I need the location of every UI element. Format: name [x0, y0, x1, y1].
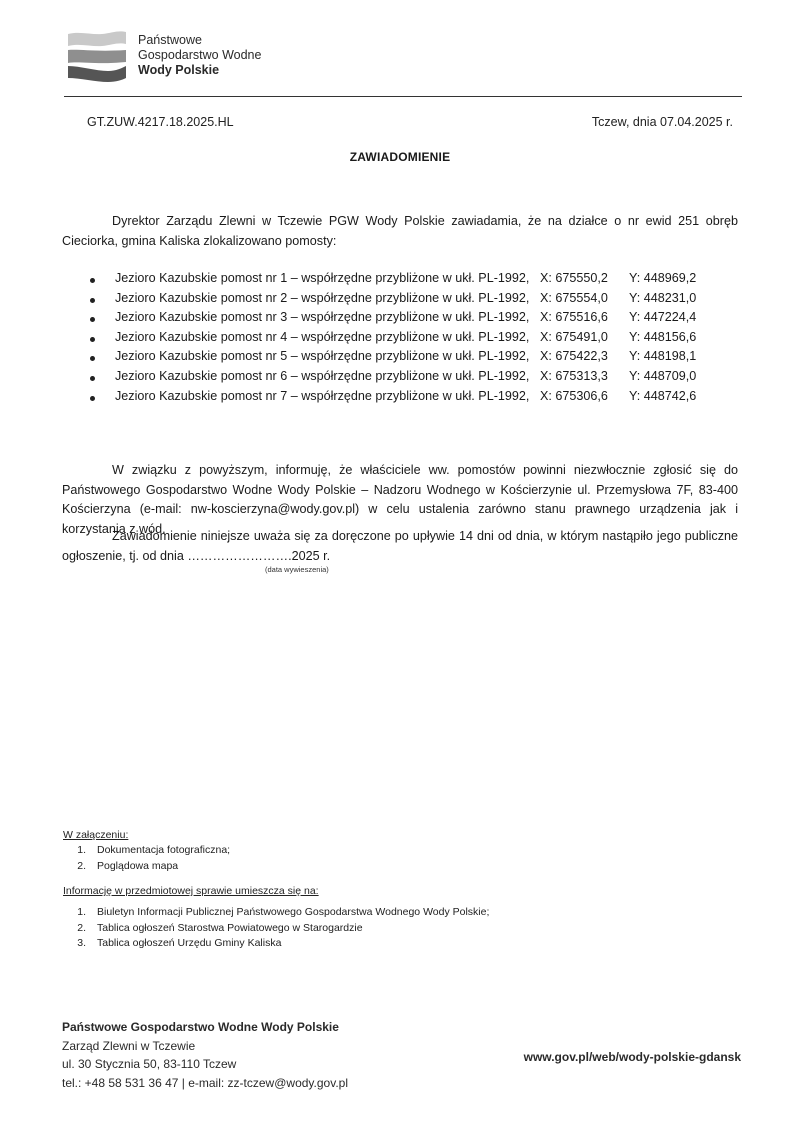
footer-street: ul. 30 Stycznia 50, 83-110 Tczew [62, 1057, 237, 1071]
organization-name [138, 33, 261, 78]
pier-description: Jezioro Kazubskie pomost nr 4 – współrzędne przybliżone w ukł. PL-1992, [115, 329, 530, 344]
logo-wave-bottom [68, 66, 126, 82]
pier-description: Jezioro Kazubskie pomost nr 2 – współrzędne przybliżone w ukł. PL-1992, [115, 290, 530, 305]
pier-list-item [84, 389, 754, 409]
pier-y-coordinate: Y: 448156,6 [629, 329, 697, 344]
bullet-icon [90, 396, 95, 401]
org-line-1: Państwowe [138, 33, 202, 47]
bullet-icon [90, 337, 95, 342]
pier-description: Jezioro Kazubskie pomost nr 5 – współrzędne przybliżone w ukł. PL-1992, [115, 349, 530, 364]
pier-y-coordinate: Y: 448969,2 [629, 271, 697, 285]
item-number: 2. [77, 859, 86, 872]
pier-y-coordinate: Y: 448742,6 [629, 388, 697, 403]
footer-unit: Zarząd Zlewni w Tczewie [62, 1038, 196, 1053]
org-line-3: Wody Polskie [138, 63, 220, 77]
pier-y-coordinate: Y: 447224,4 [629, 310, 697, 325]
paragraph-delivery: Zawiadomienie niniejsze uważa się za doręczone po upływie 14 dni od dnia, w którym nastąpiło jego publiczne ogłoszenie, tj. od dnia …………………….2025 r. [62, 529, 738, 563]
pier-list-item [84, 291, 754, 311]
footer-address [62, 1018, 348, 1092]
publication-item [64, 921, 489, 937]
pier-list-item [84, 271, 754, 291]
attachments-list [64, 843, 230, 874]
item-text: Tablica ogłoszeń Urzędu Gminy Kaliska [97, 937, 282, 949]
intro-paragraph: Dyrektor Zarządu Zlewni w Tczewie PGW Wody Polskie zawiadamia, że na działce o nr ewid 251 obręb Cieciorka, gmina Kaliska zlokalizowano pomosty: [62, 214, 738, 248]
publication-item [64, 936, 489, 952]
attachment-item [64, 843, 230, 859]
pier-x-coordinate: X: 675550,2 [540, 271, 608, 285]
pier-x-coordinate: X: 675491,0 [540, 329, 608, 344]
item-text: Biuletyn Informacji Publicznej Państwowego Gospodarstwa Wodnego Wody Polskie; [97, 906, 490, 918]
pier-list-item [84, 369, 754, 389]
pier-x-coordinate: X: 675422,3 [540, 349, 608, 364]
bullet-icon [90, 298, 95, 303]
pier-description: Jezioro Kazubskie pomost nr 6 – współrzędne przybliżone w ukł. PL-1992, [115, 368, 530, 383]
pier-description: Jezioro Kazubskie pomost nr 7 – współrzędne przybliżone w ukł. PL-1992, [115, 388, 530, 403]
pier-y-coordinate: Y: 448198,1 [629, 349, 697, 364]
pier-list-item [84, 349, 754, 369]
bullet-icon [90, 278, 95, 283]
bullet-icon [90, 317, 95, 322]
date-note: (data wywieszenia) [265, 565, 329, 574]
attachments-heading: W załączeniu: [63, 829, 129, 841]
place-and-date: Tczew, dnia 07.04.2025 r. [591, 115, 733, 129]
wody-polskie-logo-icon [66, 30, 128, 82]
publication-list [64, 905, 489, 952]
logo-wave-top [68, 31, 126, 46]
header-divider [64, 96, 742, 97]
org-line-2: Gospodarstwo Wodne [138, 48, 262, 62]
paragraph-obligation: W związku z powyższym, informuję, że właściciele ww. pomostów powinni niezwłocznie zgłosić się do Państwowego Gospodarstwo Wodne Wody Polskie – Nadzoru Wodnego w Kościerzynie ul. Przemysłowa 7F, 83-400 Kościerzyna (e-mail: nw-koscierzyna@wody.gov.pl) w celu ustalenia zarówno stanu prawnego urządzenia jak i korzystania z wód. [62, 463, 738, 536]
footer-website-link[interactable]: www.gov.pl/web/wody-polskie-gdansk [523, 1050, 741, 1064]
pier-x-coordinate: X: 675313,3 [540, 368, 608, 383]
publication-heading: Informację w przedmiotowej sprawie umieszcza się na: [63, 885, 319, 897]
bullet-icon [90, 376, 95, 381]
pier-y-coordinate: Y: 448709,0 [629, 368, 697, 383]
pier-description: Jezioro Kazubskie pomost nr 1 – współrzędne przybliżone w ukł. PL-1992, [115, 271, 530, 285]
document-title: ZAWIADOMIENIE [349, 150, 451, 164]
item-number: 2. [77, 921, 86, 934]
pier-x-coordinate: X: 675306,6 [540, 388, 608, 403]
item-text: Poglądowa mapa [97, 859, 179, 872]
item-number: 3. [77, 937, 86, 949]
pier-y-coordinate: Y: 448231,0 [629, 290, 697, 305]
attachment-item [64, 859, 230, 875]
pier-list-item [84, 310, 754, 330]
footer-contact: tel.: +48 58 531 36 47 | e-mail: zz-tczew@wody.gov.pl [62, 1075, 348, 1090]
item-number: 1. [77, 906, 86, 918]
bullet-icon [90, 356, 95, 361]
item-number: 1. [77, 844, 86, 856]
reference-number: GT.ZUW.4217.18.2025.HL [87, 115, 234, 129]
pier-description: Jezioro Kazubskie pomost nr 3 – współrzędne przybliżone w ukł. PL-1992, [115, 310, 530, 325]
item-text: Tablica ogłoszeń Starostwa Powiatowego w Starogardzie [97, 921, 363, 934]
pier-x-coordinate: X: 675516,6 [540, 310, 608, 325]
logo-wave-middle [68, 50, 126, 63]
pier-x-coordinate: X: 675554,0 [540, 290, 608, 305]
publication-item [64, 905, 489, 921]
footer-org: Państwowe Gospodarstwo Wodne Wody Polskie [62, 1020, 339, 1034]
pier-list [84, 271, 754, 408]
item-text: Dokumentacja fotograficzna; [97, 844, 231, 856]
pier-list-item [84, 330, 754, 350]
